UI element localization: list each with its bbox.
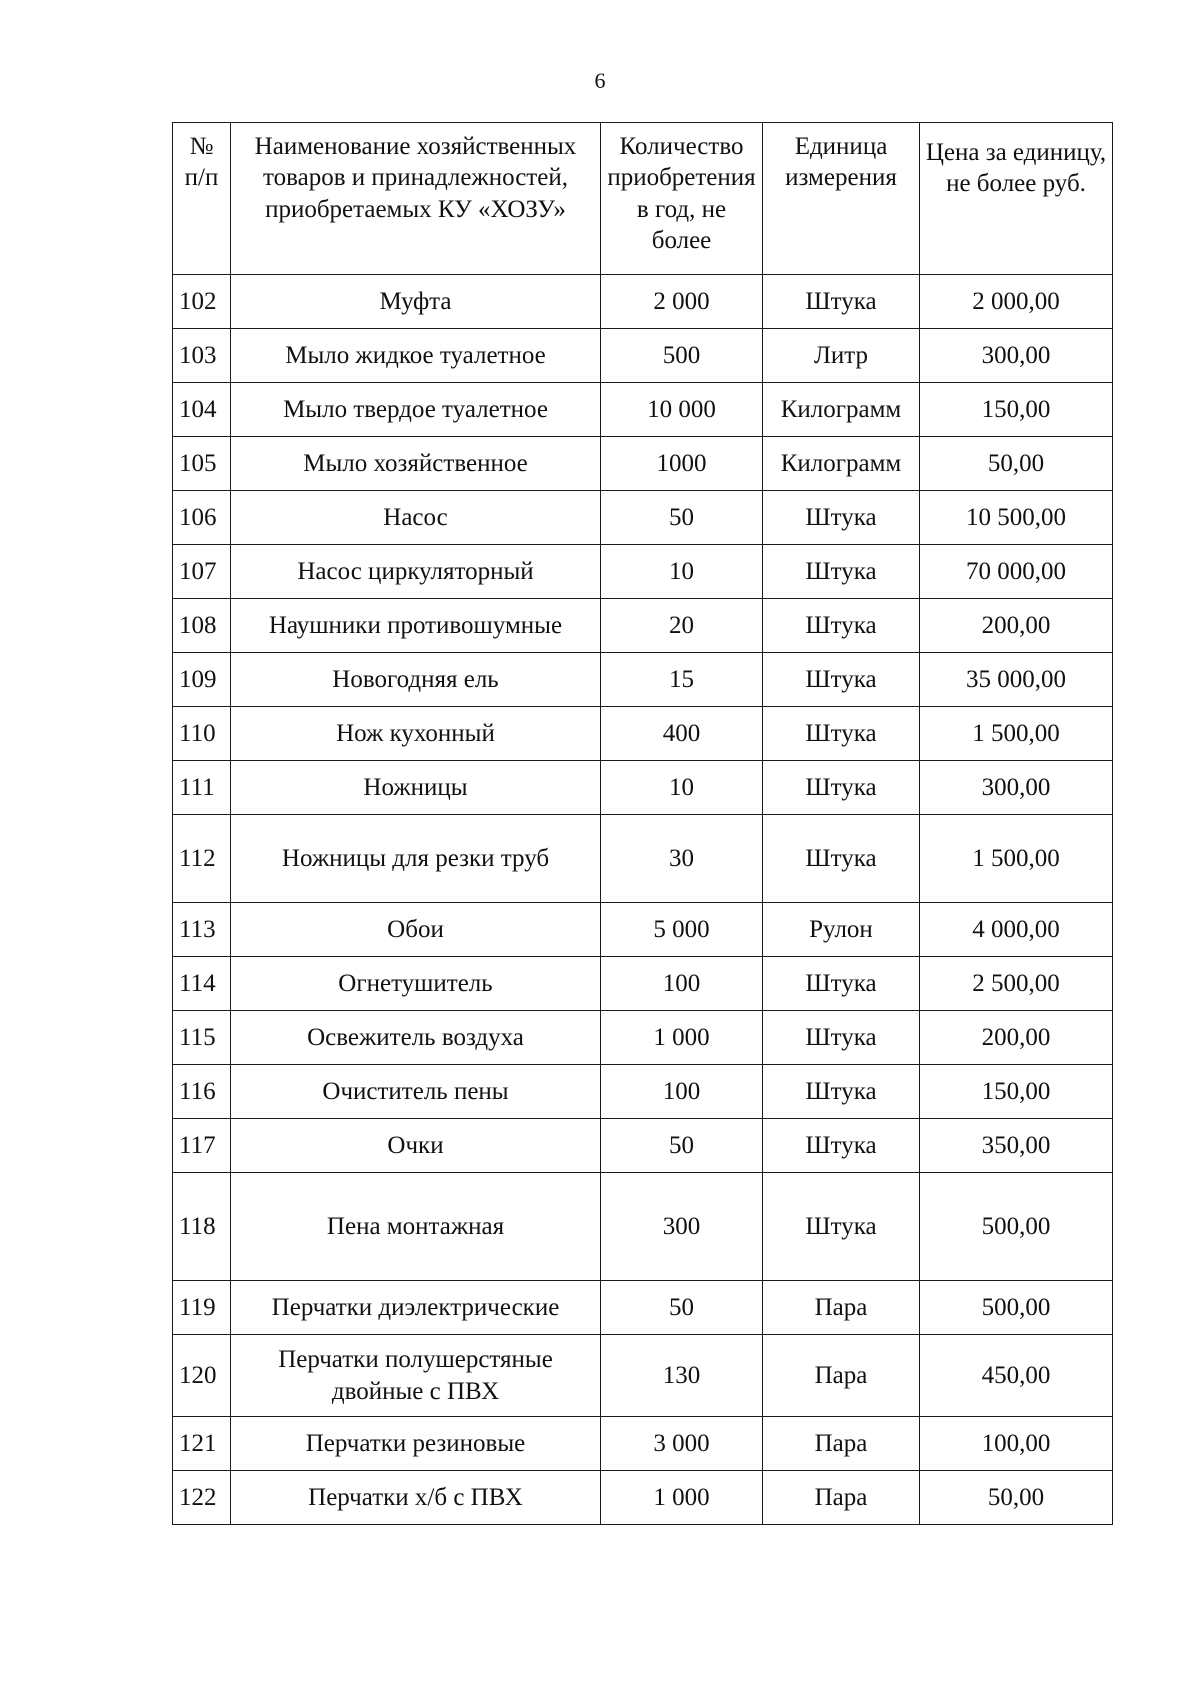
cell-price: 2 000,00 [920, 275, 1113, 329]
cell-name: Обои [231, 903, 601, 957]
cell-qty: 500 [601, 329, 763, 383]
cell-name: Новогодняя ель [231, 653, 601, 707]
cell-qty: 130 [601, 1335, 763, 1417]
cell-name: Нож кухонный [231, 707, 601, 761]
cell-name: Ножницы для резки труб [231, 815, 601, 903]
cell-num: 106 [173, 491, 231, 545]
cell-qty: 20 [601, 599, 763, 653]
cell-qty: 3 000 [601, 1417, 763, 1471]
cell-price: 300,00 [920, 761, 1113, 815]
cell-qty: 100 [601, 957, 763, 1011]
table-row [173, 1335, 1113, 1417]
cell-unit: Килограмм [763, 437, 920, 491]
cell-name: Освежитель воздуха [231, 1011, 601, 1065]
cell-qty: 10 000 [601, 383, 763, 437]
cell-qty: 30 [601, 815, 763, 903]
cell-unit: Штука [763, 491, 920, 545]
cell-price: 350,00 [920, 1119, 1113, 1173]
cell-name: Насос циркуляторный [231, 545, 601, 599]
cell-name: Мыло твердое туалетное [231, 383, 601, 437]
table-row [173, 275, 1113, 329]
cell-unit: Пара [763, 1335, 920, 1417]
header-qty: Количество приобретения в год, не более [601, 123, 763, 275]
cell-num: 115 [173, 1011, 231, 1065]
cell-unit: Штука [763, 1011, 920, 1065]
cell-num: 122 [173, 1471, 231, 1525]
header-num: № п/п [173, 123, 231, 275]
cell-name: Перчатки диэлектрические [231, 1281, 601, 1335]
cell-price: 150,00 [920, 383, 1113, 437]
header-unit: Единица измерения [763, 123, 920, 275]
cell-qty: 1000 [601, 437, 763, 491]
table-row [173, 1471, 1113, 1525]
cell-num: 114 [173, 957, 231, 1011]
cell-qty: 15 [601, 653, 763, 707]
table-row [173, 1065, 1113, 1119]
table-row [173, 1281, 1113, 1335]
cell-qty: 100 [601, 1065, 763, 1119]
cell-num: 104 [173, 383, 231, 437]
cell-unit: Пара [763, 1281, 920, 1335]
cell-price: 500,00 [920, 1173, 1113, 1281]
table-body [173, 275, 1113, 1525]
cell-name: Мыло жидкое туалетное [231, 329, 601, 383]
cell-qty: 50 [601, 491, 763, 545]
cell-num: 118 [173, 1173, 231, 1281]
cell-price: 50,00 [920, 1471, 1113, 1525]
cell-unit: Штука [763, 599, 920, 653]
table-row [173, 903, 1113, 957]
table-row [173, 815, 1113, 903]
cell-num: 109 [173, 653, 231, 707]
header-name: Наименование хозяйственных товаров и принадлежностей, приобретаемых КУ «ХОЗУ» [231, 123, 601, 275]
cell-unit: Штука [763, 653, 920, 707]
cell-name: Очки [231, 1119, 601, 1173]
cell-price: 300,00 [920, 329, 1113, 383]
cell-qty: 10 [601, 761, 763, 815]
cell-price: 50,00 [920, 437, 1113, 491]
table-row [173, 383, 1113, 437]
cell-num: 105 [173, 437, 231, 491]
items-table [172, 122, 1113, 1525]
cell-qty: 400 [601, 707, 763, 761]
cell-price: 1 500,00 [920, 815, 1113, 903]
cell-num: 102 [173, 275, 231, 329]
cell-unit: Штука [763, 1173, 920, 1281]
cell-num: 111 [173, 761, 231, 815]
cell-unit: Штука [763, 761, 920, 815]
cell-price: 200,00 [920, 599, 1113, 653]
cell-price: 1 500,00 [920, 707, 1113, 761]
cell-qty: 10 [601, 545, 763, 599]
cell-price: 10 500,00 [920, 491, 1113, 545]
cell-qty: 50 [601, 1281, 763, 1335]
cell-name: Насос [231, 491, 601, 545]
table-row [173, 491, 1113, 545]
cell-name: Огнетушитель [231, 957, 601, 1011]
cell-unit: Штука [763, 707, 920, 761]
cell-num: 119 [173, 1281, 231, 1335]
cell-num: 113 [173, 903, 231, 957]
table-row [173, 1417, 1113, 1471]
cell-name: Перчатки резиновые [231, 1417, 601, 1471]
cell-num: 117 [173, 1119, 231, 1173]
cell-unit: Штука [763, 1065, 920, 1119]
cell-name: Очиститель пены [231, 1065, 601, 1119]
cell-qty: 2 000 [601, 275, 763, 329]
cell-num: 103 [173, 329, 231, 383]
table-row [173, 545, 1113, 599]
cell-unit: Штука [763, 545, 920, 599]
cell-num: 107 [173, 545, 231, 599]
cell-name: Мыло хозяйственное [231, 437, 601, 491]
cell-num: 120 [173, 1335, 231, 1417]
cell-price: 500,00 [920, 1281, 1113, 1335]
cell-price: 150,00 [920, 1065, 1113, 1119]
cell-price: 4 000,00 [920, 903, 1113, 957]
cell-price: 2 500,00 [920, 957, 1113, 1011]
table-row [173, 1011, 1113, 1065]
cell-num: 121 [173, 1417, 231, 1471]
cell-qty: 5 000 [601, 903, 763, 957]
cell-qty: 50 [601, 1119, 763, 1173]
table-row [173, 653, 1113, 707]
cell-name: Ножницы [231, 761, 601, 815]
cell-name: Пена монтажная [231, 1173, 601, 1281]
cell-name: Перчатки полушерстяные двойные с ПВХ [231, 1335, 601, 1417]
cell-unit: Штука [763, 1119, 920, 1173]
table-row [173, 957, 1113, 1011]
cell-num: 110 [173, 707, 231, 761]
table-row [173, 599, 1113, 653]
header-price: Цена за единицу, не более руб. [920, 123, 1113, 275]
cell-name: Перчатки х/б с ПВХ [231, 1471, 601, 1525]
cell-price: 450,00 [920, 1335, 1113, 1417]
cell-qty: 300 [601, 1173, 763, 1281]
cell-unit: Пара [763, 1471, 920, 1525]
cell-num: 116 [173, 1065, 231, 1119]
cell-price: 100,00 [920, 1417, 1113, 1471]
cell-name: Муфта [231, 275, 601, 329]
cell-price: 35 000,00 [920, 653, 1113, 707]
cell-unit: Штука [763, 957, 920, 1011]
cell-price: 200,00 [920, 1011, 1113, 1065]
cell-qty: 1 000 [601, 1471, 763, 1525]
table-row [173, 329, 1113, 383]
cell-qty: 1 000 [601, 1011, 763, 1065]
cell-unit: Пара [763, 1417, 920, 1471]
cell-num: 112 [173, 815, 231, 903]
cell-unit: Штука [763, 275, 920, 329]
table-row [173, 707, 1113, 761]
table-header-row [173, 123, 1113, 275]
cell-num: 108 [173, 599, 231, 653]
cell-unit: Штука [763, 815, 920, 903]
cell-unit: Рулон [763, 903, 920, 957]
cell-unit: Килограмм [763, 383, 920, 437]
cell-price: 70 000,00 [920, 545, 1113, 599]
table-row [173, 1119, 1113, 1173]
table-row [173, 761, 1113, 815]
cell-name: Наушники противошумные [231, 599, 601, 653]
cell-unit: Литр [763, 329, 920, 383]
table-row [173, 1173, 1113, 1281]
table-row [173, 437, 1113, 491]
page-number: 6 [594, 68, 606, 93]
